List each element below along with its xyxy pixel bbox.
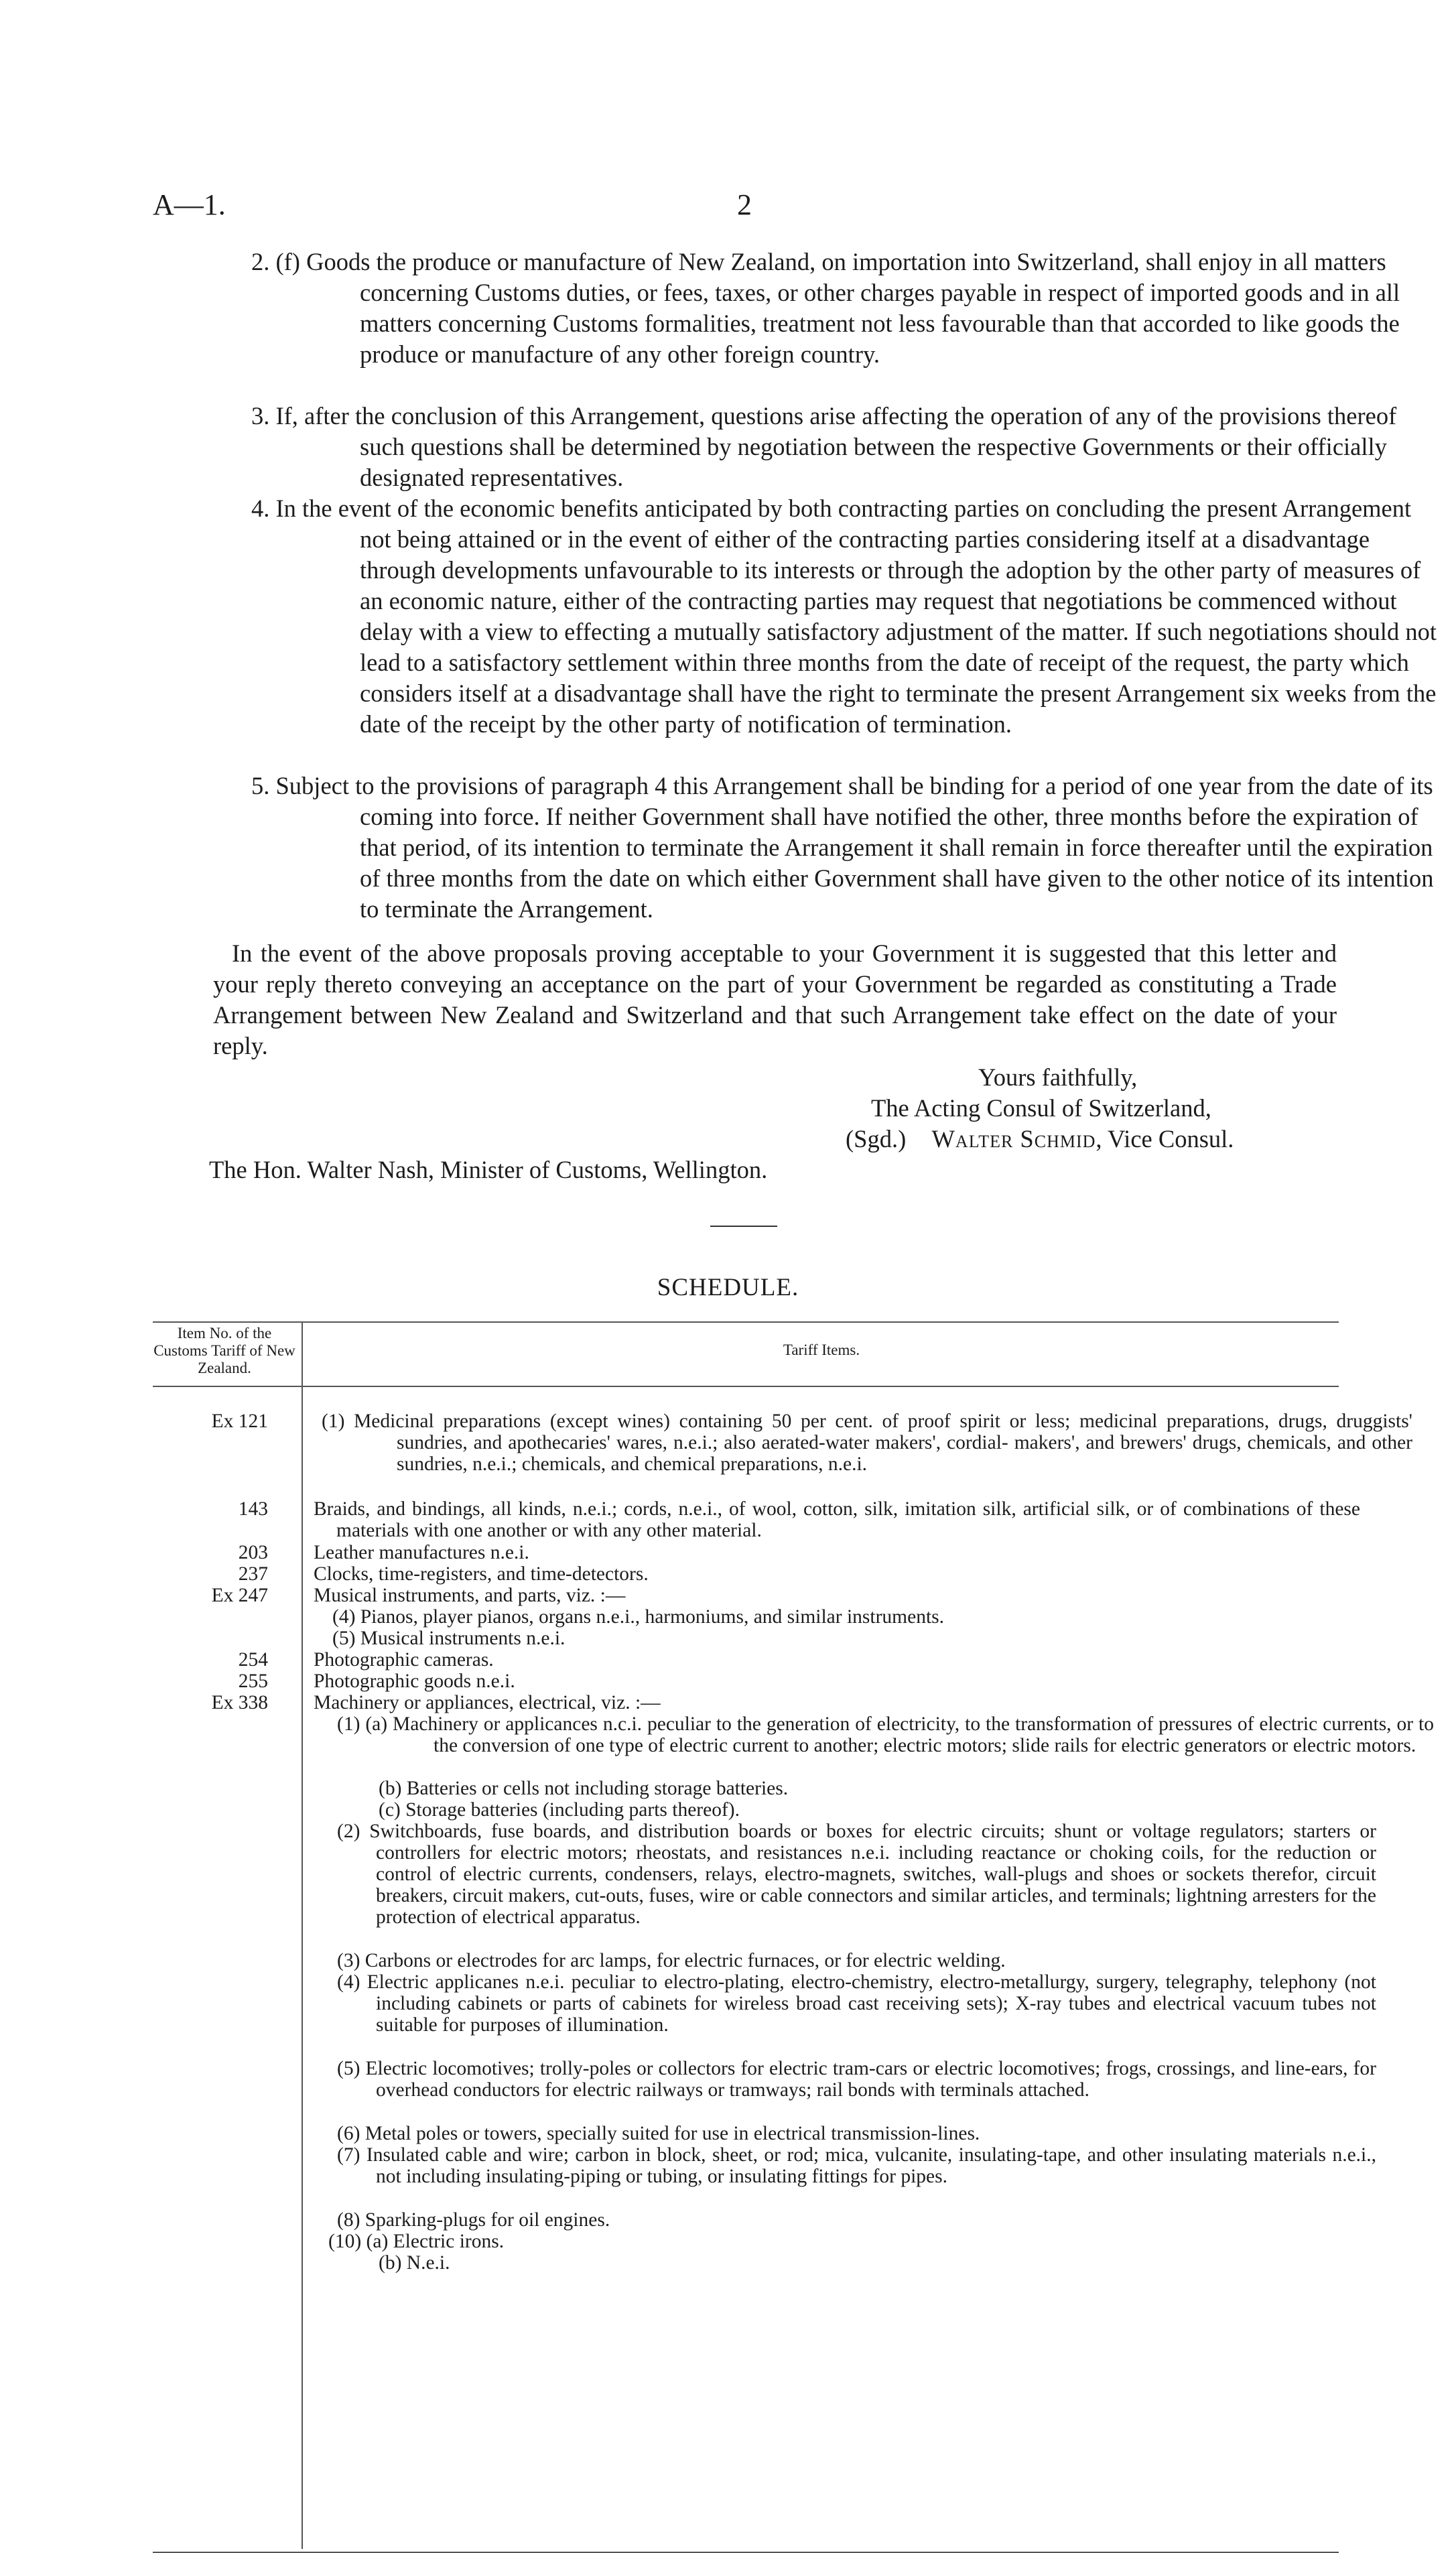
signer-name: Walter Schmid	[931, 1125, 1096, 1153]
item-number: 203	[238, 1542, 268, 1563]
schedule-title: SCHEDULE.	[657, 1274, 799, 1301]
tariff-item-text: (5) Musical instruments n.e.i.	[332, 1628, 566, 1649]
paragraph-3	[251, 401, 1445, 493]
tariff-item-text: Clocks, time-registers, and time-detectors.	[314, 1563, 649, 1585]
tariff-item-text: (2) Switchboards, fuse boards, and distribution boards or boxes for electric circuits; shunt or voltage regulators; starters or controllers for electric motors; rheostats, and resistances n.e.i. including reactance or choking coils, for the reduction or control of electric currents, condensers, relays, electro-magnets, switches, wall-plugs and shoes or sockets therefor, circuit breakers, circuit makers, cut-outs, fuses, wire or cable connectors and similar articles, and terminals; lightning arresters for the protection of electrical apparatus.	[337, 1821, 1376, 1928]
signed-prefix: (Sgd.)	[846, 1125, 907, 1153]
item-number: 143	[238, 1498, 268, 1520]
tariff-item-text: (10) (a) Electric irons.	[328, 2231, 505, 2252]
tariff-item-text: Machinery or appliances, electrical, viz. :—	[314, 1692, 661, 1713]
table-column-divider	[302, 1321, 303, 2549]
tariff-item-text: (b) N.e.i.	[379, 2252, 450, 2274]
tariff-item-text: (b) Batteries or cells not including storage batteries.	[379, 1778, 789, 1799]
tariff-item-text: (8) Sparking-plugs for oil engines.	[337, 2209, 610, 2231]
paragraph-text: Subject to the provisions of paragraph 4 this Arrangement shall be binding for a period of one year from the date of its coming into force. If neither Government shall have notified the other, three months before the expiration of that period, of its intention to terminate the Arrangement it shall remain in force thereafter until the expiration of three months from the date on which either Government shall have given to the other notice of its intention to terminate the Arrangement.	[275, 772, 1434, 923]
page-number: 2	[737, 188, 752, 221]
paragraph-number: 4.	[251, 495, 270, 522]
tariff-item-text: Leather manufactures n.e.i.	[314, 1542, 529, 1563]
tariff-item-text: (5) Electric locomotives; trolly-poles or collectors for electric tram-cars or electric locomotives; frogs, crossings, and line-ears, for overhead conductors for electric railways or tramways; rail bonds with terminals attached.	[337, 2058, 1376, 2101]
tariff-item-text: (4) Pianos, player pianos, organs n.e.i., harmoniums, and similar instruments.	[332, 1606, 945, 1628]
closing-paragraph: In the event of the above proposals proving acceptable to your Government it is suggested that this letter and your reply thereto conveying an acceptance on the part of your Government be regarded as constituting a Trade Arrangement between New Zealand and Switzerland and that such Arrangement take effect on the date of your reply.	[213, 939, 1337, 1059]
tariff-item-text: (1) (a) Machinery or applicances n.c.i. peculiar to the generation of electricity, to the transformation of pressures of electric currents, or to the conversion of one type of electric current to another; electric motors; slide rails for electric generators or electric motors.	[337, 1713, 1434, 1756]
addressee: The Hon. Walter Nash, Minister of Customs, Wellington.	[209, 1156, 768, 1183]
paragraph-number: 3.	[251, 402, 270, 430]
item-number: Ex 121	[211, 1411, 268, 1432]
tariff-item-text: (4) Electric applicanes n.e.i. peculiar to electro-plating, electro-chemistry, electro-metallurgy, surgery, telegraphy, telephony (not including cabinets or parts of cabinets for wireless broad cast receiving sets); X-ray tubes and electrical vacuum tubes not suitable for purposes of illumination.	[337, 1971, 1376, 2036]
tariff-item-text: (3) Carbons or electrodes for arc lamps, for electric furnaces, or for electric welding.	[337, 1950, 1006, 1971]
paragraph-text: If, after the conclusion of this Arrangement, questions arise affecting the operation of any of the provisions thereof such questions shall be determined by negotiation between the respective Governments or their officially designated representatives.	[275, 402, 1397, 491]
section-divider	[710, 1226, 777, 1227]
item-number: Ex 247	[211, 1585, 268, 1606]
paragraph-5	[251, 771, 1445, 925]
tariff-item-text: Photographic cameras.	[314, 1649, 494, 1671]
item-number: Ex 338	[211, 1692, 268, 1713]
paragraph-2f	[251, 247, 1445, 370]
item-number: 255	[238, 1671, 268, 1692]
tariff-item-text: (1) Medicinal preparations (except wines) containing 50 per cent. of proof spirit or less; medicinal preparations, drugs, druggists' sundries, and apothecaries' wares, n.e.i.; also aerated-water makers', cordial- makers', and brewers' drugs, chemicals, and other sundries, n.e.i.; chemicals, and chemical preparations, n.e.i.	[322, 1411, 1412, 1475]
paragraph-number: 2. (f)	[251, 248, 300, 275]
paragraph-text: Goods the produce or manufacture of New Zealand, on importation into Switzerland, shall enjoy in all matters concerning Customs duties, or fees, taxes, or other charges payable in respect of imported goods and in all matters concerning Customs formalities, treatment not less favourable than that accorded to like goods the produce or manufacture of any other foreign country.	[306, 248, 1400, 368]
signer-role: , Vice Consul.	[1096, 1125, 1234, 1153]
tariff-item-text: Braids, and bindings, all kinds, n.e.i.; cords, n.e.i., of wool, cotton, silk, imitation silk, artificial silk, or of combinations of these materials with one another or with any other material.	[314, 1498, 1360, 1541]
signer-title: The Acting Consul of Switzerland,	[871, 1094, 1211, 1122]
signoff: Yours faithfully,	[978, 1063, 1138, 1091]
tariff-item-text: (7) Insulated cable and wire; carbon in block, sheet, or rod; mica, vulcanite, insulating-tape, and other insulating materials n.e.i., not including insulating-piping or tubing, or insulating fittings for pipes.	[337, 2144, 1376, 2187]
table-top-rule	[153, 1321, 1339, 1323]
paragraph-4	[251, 493, 1445, 740]
tariff-item-text: Photographic goods n.e.i.	[314, 1671, 515, 1692]
paragraph-text: In the event of the economic benefits anticipated by both contracting parties on concluding the present Arrangement not being attained or in the event of either of the contracting parties considering itself at a disadvantage through developments unfavourable to its interests or through the adoption by the other party of measures of an economic nature, either of the contracting parties may request that negotiations be commenced without delay with a view to effecting a mutually satisfactory adjustment of the matter. If such negotiations should not lead to a satisfactory settlement within three months from the date of receipt of the request, the party which considers itself at a disadvantage shall have the right to terminate the present Arrangement six weeks from the date of the receipt by the other party of notification of termination.	[275, 495, 1437, 738]
tariff-item-text: Musical instruments, and parts, viz. :—	[314, 1585, 626, 1606]
tariff-item-text: (c) Storage batteries (including parts thereof).	[379, 1799, 740, 1821]
document-reference: A—1.	[153, 188, 226, 221]
signature-line	[846, 1124, 1234, 1155]
item-number: 254	[238, 1649, 268, 1671]
paragraph-number: 5.	[251, 772, 270, 799]
column-header-item-no: Item No. of the Customs Tariff of New Zealand.	[153, 1325, 295, 1376]
table-header-rule	[153, 1386, 1339, 1387]
item-number: 237	[238, 1563, 268, 1585]
column-header-tariff-items: Tariff Items.	[783, 1341, 860, 1358]
tariff-item-text: (6) Metal poles or towers, specially suited for use in electrical transmission-lines.	[337, 2123, 980, 2144]
